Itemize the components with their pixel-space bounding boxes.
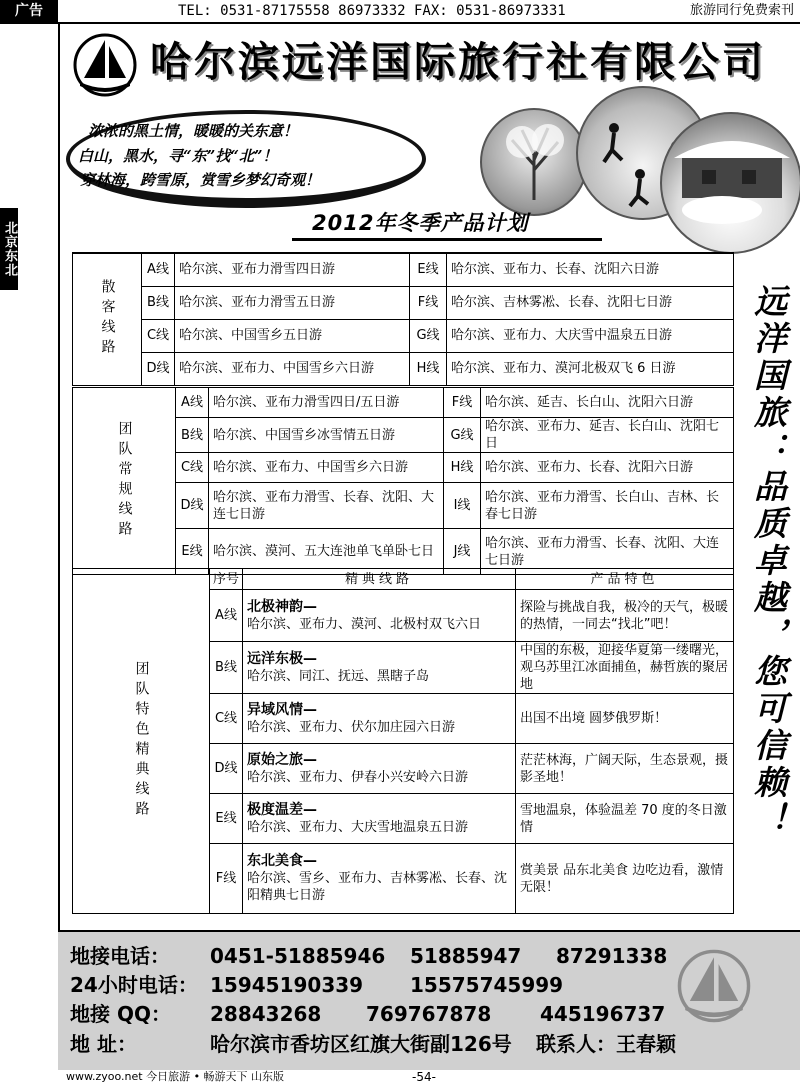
route-code: C线: [210, 694, 243, 744]
route-text: 哈尔滨、亚布力、伊春小兴安岭六日游: [247, 769, 469, 785]
hotline-number: 15575745999: [410, 973, 564, 997]
side-tab: 北京东北: [0, 208, 18, 290]
feature-text: 探险与挑战自我，极冷的天气，极暖的热情，一同去“找北”吧！: [516, 590, 734, 642]
phone-number: 0451-51885946: [210, 944, 386, 968]
route-text: 哈尔滨、亚布力、延吉、长白山、沈阳七日: [481, 418, 734, 453]
route-code: A线: [176, 388, 209, 418]
slogan-line: 浓浓的黑土情，暖暖的关东意！: [88, 122, 299, 140]
footer-site: www.zyoo.net 今日旅游 • 畅游天下 山东版: [66, 1070, 285, 1083]
route-text: 哈尔滨、吉林雾凇、长春、沈阳七日游: [447, 286, 734, 319]
column-header: 产品特色: [516, 569, 734, 590]
route-code: E线: [410, 253, 447, 286]
feature-text: 茫茫林海，广阔天际，生态景观，摄影圣地！: [516, 744, 734, 794]
route-text: 哈尔滨、亚布力、长春、沈阳六日游: [447, 253, 734, 286]
route-code: B线: [142, 286, 175, 319]
route-cell: [243, 590, 516, 642]
table-row: [73, 286, 734, 319]
phone-number: 51885947: [410, 944, 522, 968]
section-label: 团队特色精典线路: [73, 569, 210, 914]
route-text: 哈尔滨、亚布力、中国雪乡六日游: [209, 453, 444, 483]
route-text: 哈尔滨、雪乡、亚布力、吉林雾凇、长春、沈阳精典七日游: [247, 871, 508, 903]
route-cell: [243, 844, 516, 914]
frost-tree-photo: [480, 108, 588, 216]
route-text: 哈尔滨、同江、抚远、黑瞎子岛: [247, 668, 430, 684]
title-underline: [292, 238, 602, 241]
route-name: 远洋东极—: [247, 650, 317, 667]
route-cell: [243, 642, 516, 694]
address-label: 地 址：: [70, 1032, 137, 1056]
route-text: 哈尔滨、亚布力、伏尔加庄园六日游: [247, 719, 456, 735]
route-code: D线: [210, 744, 243, 794]
hotline-line: [70, 971, 564, 999]
column-header: 精典线路: [243, 569, 516, 590]
route-code: G线: [410, 319, 447, 352]
route-code: I线: [444, 483, 481, 529]
route-name: 东北美食—: [247, 853, 317, 869]
route-text: 哈尔滨、亚布力、漠河北极双飞 6 日游: [447, 352, 734, 385]
route-text: 哈尔滨、亚布力、大庆雪中温泉五日游: [447, 319, 734, 352]
route-code: A线: [210, 590, 243, 642]
route-text: 哈尔滨、漠河、五大连池单飞单卧七日: [209, 529, 444, 575]
route-text: 哈尔滨、亚布力滑雪五日游: [175, 286, 410, 319]
feature-text: 赏美景 品东北美食 边吃边看，激情无限！: [516, 844, 734, 914]
route-name: 异域风情—: [247, 701, 317, 718]
route-code: G线: [444, 418, 481, 453]
route-code: F线: [444, 388, 481, 418]
company-name: 哈尔滨远洋国际旅行社有限公司: [150, 38, 766, 86]
route-text: 哈尔滨、亚布力、长春、沈阳六日游: [481, 453, 734, 483]
qq-number: 769767878: [366, 1002, 492, 1026]
sail-logo-watermark-icon: [676, 948, 752, 1024]
table-row: [73, 388, 734, 418]
slogan-line: 白山，黑水，寻“东”找“北”！: [78, 147, 278, 165]
ad-tag: 广告: [0, 0, 58, 22]
group-routes-table: [72, 387, 734, 575]
route-code: E线: [176, 529, 209, 575]
route-text: 哈尔滨、亚布力滑雪、长春、沈阳、大连七日游: [209, 483, 444, 529]
scattered-routes-table: [72, 252, 734, 386]
feature-text: 出国不出境 圆梦俄罗斯！: [516, 694, 734, 744]
route-cell: [243, 694, 516, 744]
route-code: C线: [176, 453, 209, 483]
table-row: [73, 319, 734, 352]
route-text: 哈尔滨、亚布力、漠河、北极村双飞六日: [247, 616, 482, 632]
qq-number: 28843268: [210, 1002, 322, 1026]
hotline-label: 24小时电话：: [70, 973, 198, 997]
route-code: F线: [210, 844, 243, 914]
route-code: B线: [176, 418, 209, 453]
sail-logo-icon: [72, 32, 138, 98]
plan-title: 2012年冬季产品计划: [312, 211, 529, 235]
route-code: D线: [176, 483, 209, 529]
route-code: D线: [142, 352, 175, 385]
qq-line: [70, 1000, 666, 1028]
column-header: 序号: [210, 569, 243, 590]
featured-routes-table: [72, 568, 734, 914]
route-code: J线: [444, 529, 481, 575]
header-contact-line: TEL: 0531-87175558 86973332 FAX: 0531-86973331: [178, 3, 566, 19]
phone-label: 地接电话：: [70, 944, 170, 968]
route-text: 哈尔滨、亚布力滑雪四日/五日游: [209, 388, 444, 418]
route-cell: [243, 744, 516, 794]
route-name: 原始之旅—: [247, 751, 317, 768]
route-name: 极度温差—: [247, 801, 317, 818]
qq-number: 445196737: [540, 1002, 666, 1026]
hotline-number: 15945190339: [210, 973, 364, 997]
route-code: H线: [410, 352, 447, 385]
route-text: 哈尔滨、中国雪乡冰雪情五日游: [209, 418, 444, 453]
route-text: 哈尔滨、亚布力、中国雪乡六日游: [175, 352, 410, 385]
table-row: [73, 253, 734, 286]
route-text: 哈尔滨、中国雪乡五日游: [175, 319, 410, 352]
snow-village-photo: [660, 112, 800, 254]
table-header-row: [73, 569, 734, 590]
section-label: 团队常规线路: [73, 388, 176, 575]
vertical-slogan: 远洋国旅：品质卓越，您可信赖！: [749, 284, 788, 839]
route-code: A线: [142, 253, 175, 286]
route-code: C线: [142, 319, 175, 352]
route-text: 哈尔滨、亚布力滑雪四日游: [175, 253, 410, 286]
address-line: [70, 1030, 676, 1058]
route-cell: [243, 794, 516, 844]
section-label: 散客线路: [73, 253, 142, 385]
phone-number: 87291338: [556, 944, 668, 968]
route-text: 哈尔滨、亚布力滑雪、长春、沈阳、大连七日游: [481, 529, 734, 575]
address-text: 哈尔滨市香坊区红旗大街副126号: [210, 1032, 512, 1056]
route-text: 哈尔滨、延吉、长白山、沈阳六日游: [481, 388, 734, 418]
feature-text: 雪地温泉，体验温差 70 度的冬日激情: [516, 794, 734, 844]
route-code: E线: [210, 794, 243, 844]
route-name: 北极神韵—: [247, 598, 317, 615]
slogan-line: 穿林海，跨雪原，赏雪乡梦幻奇观！: [80, 171, 321, 189]
route-text: 哈尔滨、亚布力、大庆雪地温泉五日游: [247, 819, 469, 835]
page-number: -54-: [412, 1070, 436, 1084]
contact-person: 联系人：王春颖: [536, 1032, 676, 1056]
feature-text: 中国的东极，迎接华夏第一缕曙光，观乌苏里江冰面捕鱼，赫哲族的聚居地: [516, 642, 734, 694]
table-row: [73, 352, 734, 385]
route-code: F线: [410, 286, 447, 319]
route-code: B线: [210, 642, 243, 694]
publication-name: 旅游同行免费索刊: [689, 3, 794, 18]
qq-label: 地接 QQ：: [70, 1002, 171, 1026]
route-code: H线: [444, 453, 481, 483]
phone-line: [70, 942, 668, 970]
route-text: 哈尔滨、亚布力滑雪、长白山、吉林、长春七日游: [481, 483, 734, 529]
